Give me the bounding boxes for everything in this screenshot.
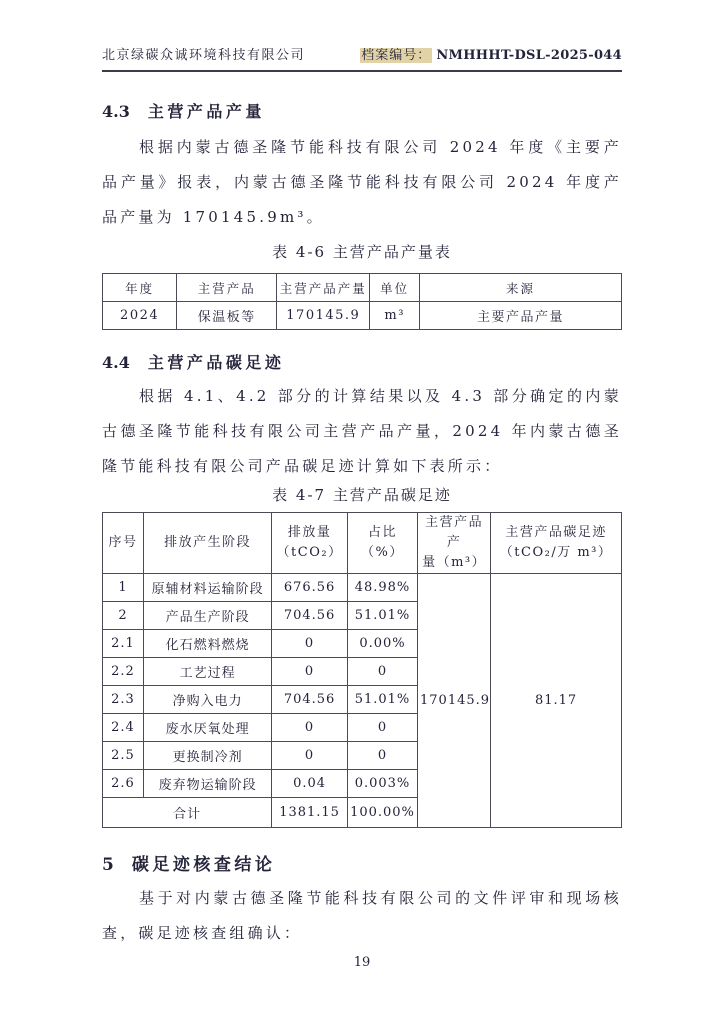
- t47-merged-footprint-cell: 81.17: [491, 574, 622, 828]
- t47-header-stage: 排放产生阶段: [144, 513, 272, 574]
- t47-header-footprint-line2: （tCO₂/万 m³）: [499, 545, 613, 560]
- header-archive: [360, 44, 622, 63]
- t47-cell-emission: 0: [272, 714, 348, 742]
- section-4-3-heading: [102, 99, 622, 122]
- t47-cell-stage: 化石燃料燃烧: [144, 630, 272, 658]
- section-5-paragraph: 基于对内蒙古德圣隆节能科技有限公司的文件评审和现场核查，碳足迹核查组确认：: [102, 889, 622, 942]
- t47-cell-no: 2.2: [103, 658, 144, 686]
- section-4-4-paragraph: 根据 4.1、4.2 部分的计算结果以及 4.3 部分确定的内蒙古德圣隆节能科技有限公司主营产品产量，2024 年内蒙古德圣隆节能科技有限公司产品碳足迹计算如下表所示：: [102, 387, 622, 475]
- t47-cell-no: 2.5: [103, 742, 144, 770]
- t47-cell-emission: 0: [272, 658, 348, 686]
- t46-cell-unit: m³: [370, 302, 420, 330]
- table-4-6-data-row: [103, 302, 622, 330]
- section-5-number: 5: [102, 855, 114, 875]
- t47-cell-emission: 704.56: [272, 602, 348, 630]
- section-5-heading: [102, 850, 622, 875]
- page-number: 19: [353, 955, 371, 970]
- table-4-7: [102, 512, 622, 828]
- page-header: [102, 44, 622, 72]
- t47-cell-stage: 工艺过程: [144, 658, 272, 686]
- table-4-6-caption: 表 4-6 主营产品产量表: [272, 243, 452, 261]
- t47-cell-stage: 更换制冷剂: [144, 742, 272, 770]
- section-4-4-number: 4.4: [102, 353, 130, 372]
- t47-header-emission-line1: 排放量: [287, 525, 332, 540]
- t47-cell-emission: 0: [272, 742, 348, 770]
- t47-cell-stage: 净购入电力: [144, 686, 272, 714]
- t46-cell-year: 2024: [103, 302, 177, 330]
- header-company-name: 北京绿碳众诚环境科技有限公司: [102, 48, 306, 63]
- t47-header-emission-line2: （tCO₂）: [276, 545, 343, 560]
- t47-cell-share: 0.00%: [347, 630, 417, 658]
- t47-header-production-line1: 主营产品产: [425, 515, 484, 550]
- t47-header-footprint: [491, 513, 622, 574]
- t47-cell-emission: 676.56: [272, 574, 348, 602]
- t46-header-source: 来源: [420, 274, 622, 302]
- t46-cell-output: 170145.9: [277, 302, 370, 330]
- t47-header-production: [418, 513, 491, 574]
- t47-cell-emission: 704.56: [272, 686, 348, 714]
- t47-cell-no: 2.3: [103, 686, 144, 714]
- table-4-7-caption: 表 4-7 主营产品碳足迹: [272, 486, 452, 504]
- t47-merged-production-cell: 170145.9: [418, 574, 491, 828]
- t47-cell-share: 48.98%: [347, 574, 417, 602]
- t47-header-share: 占比（%）: [347, 513, 417, 574]
- t46-header-product: 主营产品: [177, 274, 277, 302]
- archive-number-value: NMHHHT-DSL-2025-044: [436, 48, 622, 63]
- section-4-3-number: 4.3: [102, 102, 130, 121]
- t46-cell-source: 主要产品产量: [420, 302, 622, 330]
- t47-cell-stage: 产品生产阶段: [144, 602, 272, 630]
- t47-header-no: 序号: [103, 513, 144, 574]
- t47-cell-stage: 废水厌氧处理: [144, 714, 272, 742]
- t47-header-emission: [272, 513, 348, 574]
- archive-number-label: 档案编号：: [361, 48, 432, 63]
- section-4-4-title: 主营产品碳足迹: [147, 353, 285, 372]
- t47-cell-share: 0: [347, 742, 417, 770]
- t47-cell-share: 51.01%: [347, 602, 417, 630]
- t47-cell-share: 0.003%: [347, 770, 417, 798]
- t46-header-unit: 单位: [370, 274, 420, 302]
- section-5-title: 碳足迹核查结论: [131, 855, 276, 875]
- t47-total-emission: 1381.15: [272, 798, 348, 828]
- t47-cell-stage: 原辅材料运输阶段: [144, 574, 272, 602]
- t47-cell-emission: 0: [272, 630, 348, 658]
- t47-cell-no: 2.1: [103, 630, 144, 658]
- section-4-3-paragraph: 根据内蒙古德圣隆节能科技有限公司 2024 年度《主要产品产量》报表，内蒙古德圣隆节能科技有限公司 2024 年度产品产量为 170145.9m³。: [102, 138, 622, 226]
- t47-cell-no: 1: [103, 574, 144, 602]
- table-4-6: [102, 273, 622, 330]
- t46-header-year: 年度: [103, 274, 177, 302]
- table-4-7-header-row: [103, 513, 622, 574]
- t47-cell-stage: 废弃物运输阶段: [144, 770, 272, 798]
- t47-total-label: 合计: [103, 798, 272, 828]
- section-4-4-heading: [102, 350, 622, 373]
- t47-cell-emission: 0.04: [272, 770, 348, 798]
- t47-cell-share: 0: [347, 714, 417, 742]
- section-4-3-title: 主营产品产量: [147, 102, 265, 121]
- table-4-6-header-row: [103, 274, 622, 302]
- t47-cell-no: 2.4: [103, 714, 144, 742]
- t47-cell-share: 51.01%: [347, 686, 417, 714]
- t46-header-output: 主营产品产量: [277, 274, 370, 302]
- t47-header-footprint-line1: 主营产品碳足迹: [505, 525, 607, 540]
- t47-header-production-line2: 量（m³）: [422, 555, 487, 570]
- t47-cell-no: 2.6: [103, 770, 144, 798]
- t47-cell-share: 0: [347, 658, 417, 686]
- t47-cell-no: 2: [103, 602, 144, 630]
- table-row-1: [103, 574, 622, 602]
- t46-cell-product: 保温板等: [177, 302, 277, 330]
- t47-total-share: 100.00%: [347, 798, 417, 828]
